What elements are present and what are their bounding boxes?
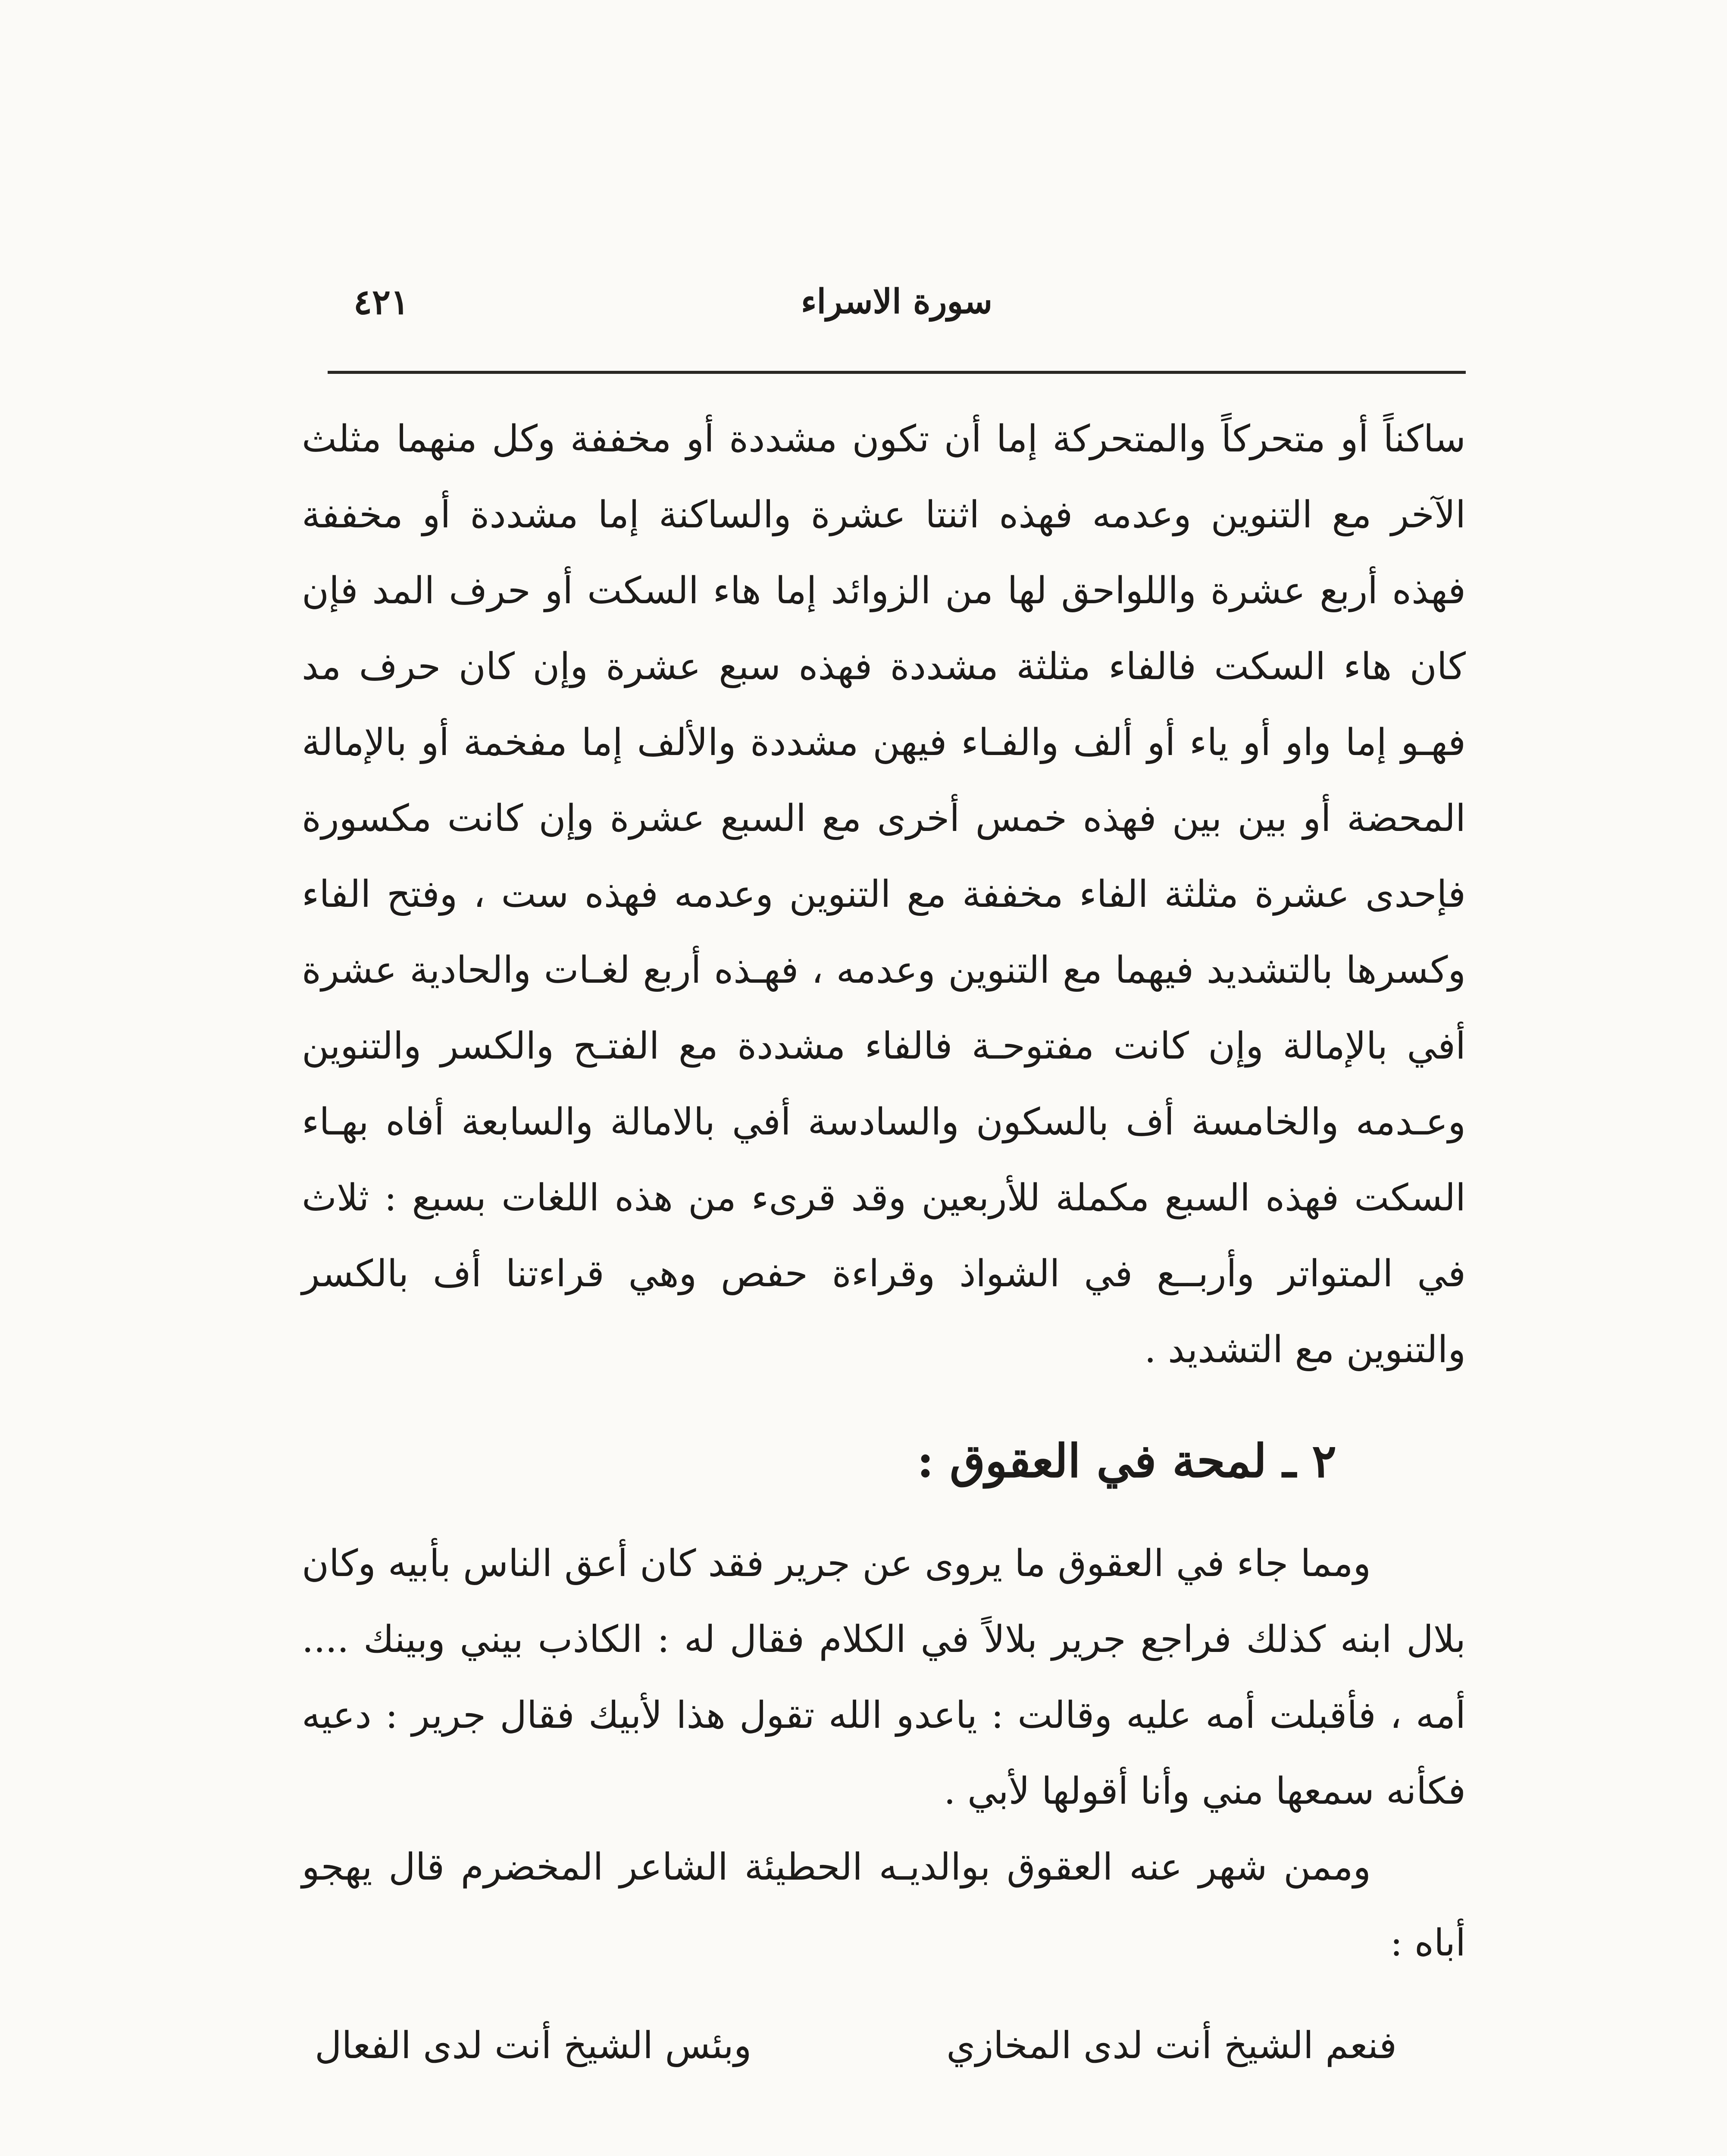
header-divider — [328, 371, 1466, 374]
spacer — [302, 1388, 1466, 1405]
running-title: سورة الاسراء — [801, 282, 993, 321]
paragraph-lughat-uff: ساكناً أو متحركاً والمتحركة إما أن تكون مشددة أو مخففة وكل منهما مثلث الآخر مع التنوين وعدمه فهذه اثنتا عشرة والساكنة إما مشددة أو مخففة فهذه أربع عشرة واللواحق لها من الزوائد إما هاء السكت أو حرف المد فإن كان هاء السكت فالفاء مثلثة مشددة فهذه سبع عشرة وإن كان حرف مد فهـو إما واو أو ياء أو ألف والفـاء فيهن مشددة والألف إما مفخمة أو بالإمالة المحضة أو بين بين فهذه خمس أخرى مع السبع عشرة وإن كانت مكسورة فإحدى عشرة مثلثة الفاء مخففة مع التنوين وعدمه فهذه ست ، وفتح الفاء وكسرها بالتشديد فيهما مع التنوين وعدمه ، فهـذه أربع لغـات والحادية عشرة أفي بالإمالة وإن كانت مفتوحـة فالفاء مشددة مع الفتـح والكسر والتنوين وعـدمه والخامسة أف بالسكون والسادسة أفي بالامالة والسابعة أفاه بهـاء السكت فهذه السبع مكملة للأربعين وقد قرىء من هذه اللغات بسبع : ثلاث في المتواتر وأربــع في الشواذ وقراءة حفص وهي قراءتنا أف بالكسر والتنوين مع التشديد . — [302, 417, 1466, 1371]
page-number: ٤٢١ — [354, 282, 409, 322]
paragraph-hutayah: وممن شهر عنه العقوق بوالديـه الحطيئة الشاعر المخضرم قال يهجو أباه : — [302, 1846, 1466, 1965]
page-header — [328, 276, 1466, 336]
paragraph-jarir-story: ومما جاء في العقوق ما يروى عن جرير فقد كان أعق الناس بأبيه وكان بلال ابنه كذلك فراجع جرير بلالاً في الكلام فقال له : الكاذب بيني وبينك .... أمه ، فأقبلت أمه عليه وقالت : ياعدو الله تقول هذا لأبيك فقال جرير : دعيه فكأنه سمعها مني وأنا أقولها لأبي . — [302, 1542, 1466, 1813]
section-heading: ٢ ـ لمحة في العقوق : — [917, 1434, 1336, 1488]
first-hemistich: فنعم الشيخ أنت لدى المخازي — [946, 2024, 1397, 2067]
second-hemistich: وبئس الشيخ أنت لدى الفعال — [315, 2024, 752, 2067]
body-text — [302, 401, 1466, 2084]
poetry-verse — [302, 2007, 1466, 2084]
